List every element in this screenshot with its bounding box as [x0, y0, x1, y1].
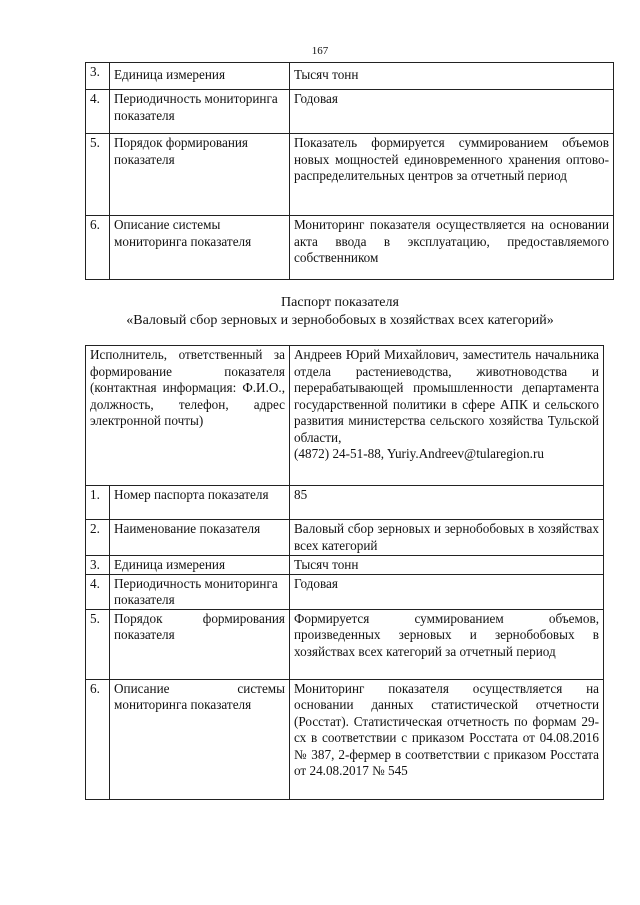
row-label: Периодичность мониторинга показателя — [110, 574, 290, 609]
row-label: Наименование показателя — [110, 520, 290, 556]
indicator-passport-table — [85, 345, 604, 800]
responsible-label: Исполнитель, ответственный за формирование показателя (контактная информация: Ф.И.О., должность, телефон, адрес электронной почты) — [86, 346, 290, 486]
row-value: Тысяч тонн — [290, 556, 604, 575]
row-value: Формируется суммированием объемов, произведенных зерновых и зернобобовых в хозяйствах всех категорий за отчетный период — [290, 609, 604, 679]
row-value: Показатель формируется суммированием объемов новых мощностей единовременного хранения оптово-распределительных центров за отчетный период — [290, 134, 614, 216]
row-label: Единица измерения — [110, 63, 290, 90]
responsible-contact: (4872) 24-51-88, Yuriy.Andreev@tularegion.ru — [294, 446, 544, 461]
table-row — [86, 486, 604, 520]
row-value: Валовый сбор зерновых и зернобобовых в хозяйствах всех категорий — [290, 520, 604, 556]
row-label: Описание системы мониторинга показателя — [110, 679, 290, 799]
passport-title: Паспорт показателя — [281, 295, 399, 310]
page-number: 167 — [311, 45, 329, 57]
row-number: 3. — [86, 63, 110, 90]
table-row — [86, 90, 614, 134]
row-value: Годовая — [290, 90, 614, 134]
table-row — [86, 556, 604, 575]
row-value: 85 — [290, 486, 604, 520]
row-label: Описание системы мониторинга показателя — [110, 216, 290, 280]
passport-heading — [0, 294, 640, 330]
row-label: Номер паспорта показателя — [110, 486, 290, 520]
row-value: Мониторинг показателя осуществляется на основании данных статистической отчетности (Росстат). Статистическая отчетность по формам 29-сх в соответствии с приказом Росстата от 04.08.2016 № 387, 2-фермер в соответствии с приказом Росстата от 24.08.2017 № 545 — [290, 679, 604, 799]
table-row — [86, 609, 604, 679]
row-value: Мониторинг показателя осуществляется на основании акта ввода в эксплуатацию, предоставляемого собственником — [290, 216, 614, 280]
responsible-person: Андреев Юрий Михайлович, заместитель начальника отдела растениеводства, животноводства и перерабатывающей промышленности департамента государственной политики в сфере АПК и сельского развития министерства сельского хозяйства Тульской области, — [294, 347, 599, 445]
row-number: 4. — [86, 90, 110, 134]
indicator-table-previous — [85, 62, 614, 280]
table-row — [86, 520, 604, 556]
row-label: Периодичность мониторинга показателя — [110, 90, 290, 134]
responsible-value — [290, 346, 604, 486]
table-row — [86, 216, 614, 280]
table-row — [86, 134, 614, 216]
row-number: 6. — [86, 679, 110, 799]
row-number: 6. — [86, 216, 110, 280]
row-number: 2. — [86, 520, 110, 556]
row-number: 5. — [86, 134, 110, 216]
row-number: 5. — [86, 609, 110, 679]
row-value: Годовая — [290, 574, 604, 609]
indicator-name: «Валовый сбор зерновых и зернобобовых в хозяйствах всех категорий» — [126, 313, 554, 328]
row-label: Порядок формирования показателя — [110, 134, 290, 216]
row-number: 3. — [86, 556, 110, 575]
table-row — [86, 63, 614, 90]
row-number: 1. — [86, 486, 110, 520]
row-label: Единица измерения — [110, 556, 290, 575]
table-row — [86, 679, 604, 799]
table-row — [86, 574, 604, 609]
row-label: Порядок формирования показателя — [110, 609, 290, 679]
row-number: 4. — [86, 574, 110, 609]
row-value: Тысяч тонн — [290, 63, 614, 90]
table-row-responsible — [86, 346, 604, 486]
